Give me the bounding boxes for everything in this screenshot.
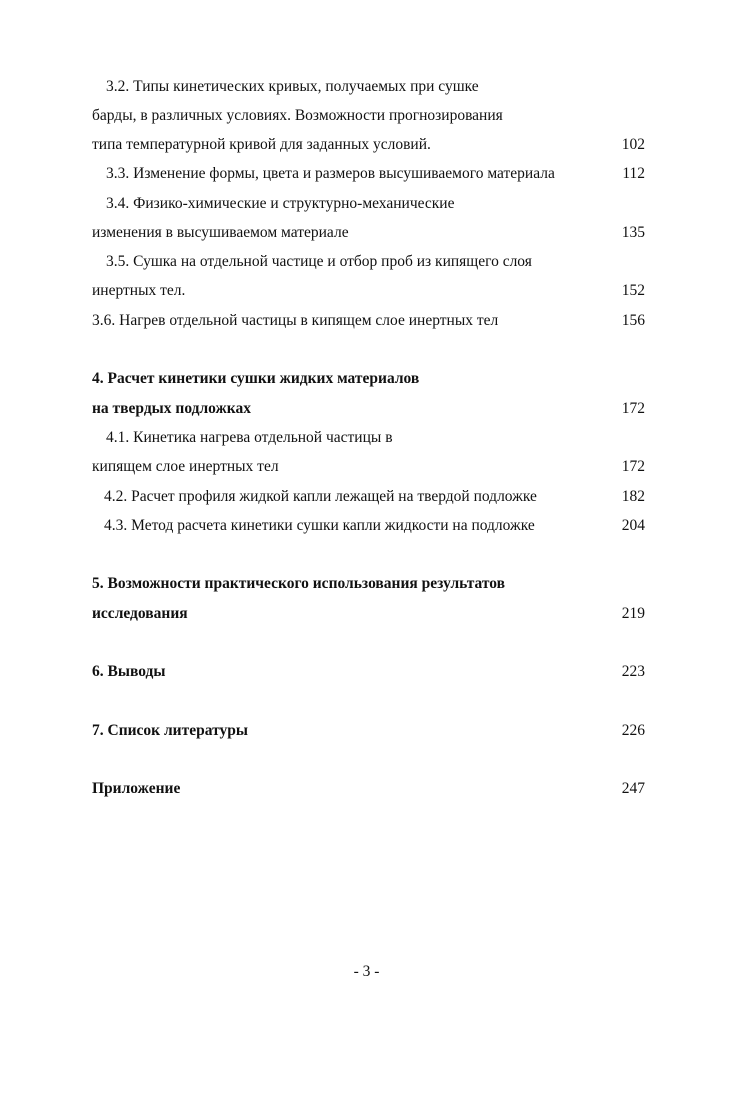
toc-chapter-5-line-2	[0, 603, 733, 625]
toc-chapter-title: 6. Выводы	[92, 663, 166, 680]
toc-chapter-title: 4. Расчет кинетики сушки жидких материалов	[92, 370, 420, 387]
toc-page-number: 247	[621, 780, 645, 797]
toc-entry-text: типа температурной кривой для заданных условий.	[92, 136, 431, 153]
toc-page-number: 112	[622, 165, 645, 182]
toc-page-number: 172	[621, 458, 645, 475]
toc-page-number: 219	[621, 605, 645, 622]
toc-entry-text: 4.3. Метод расчета кинетики сушки капли жидкости на подложке	[104, 517, 535, 534]
toc-entry-text: барды, в различных условиях. Возможности прогнозирования	[92, 107, 503, 124]
toc-appendix	[0, 778, 733, 800]
toc-entry-3-2-line-1	[0, 76, 733, 98]
toc-entry-3-5-line-1	[0, 251, 733, 273]
toc-page-number: 226	[621, 722, 645, 739]
toc-chapter-title: Приложение	[92, 780, 181, 797]
toc-entry-3-2-line-2	[0, 105, 733, 127]
toc-chapter-title: 5. Возможности практического использования результатов	[92, 575, 506, 592]
toc-entry-text: 3.4. Физико-химические и структурно-механические	[106, 195, 455, 212]
toc-entry-4-1-line-1	[0, 427, 733, 449]
toc-chapter-5-line-1	[0, 573, 733, 595]
toc-entry-text: 4.1. Кинетика нагрева отдельной частицы в	[106, 429, 393, 446]
toc-page-number: 223	[621, 663, 645, 680]
toc-entry-3-4-line-1	[0, 193, 733, 215]
toc-entry-text: 3.6. Нагрев отдельной частицы в кипящем слое инертных тел	[92, 312, 499, 329]
toc-entry-3-4-line-2	[0, 222, 733, 244]
toc-entry-3-3	[0, 163, 733, 185]
toc-entry-4-2	[0, 486, 733, 508]
toc-page-number: 135	[621, 224, 645, 241]
toc-chapter-6	[0, 661, 733, 683]
toc-entry-text: 3.5. Сушка на отдельной частице и отбор проб из кипящего слоя	[106, 253, 532, 270]
toc-entry-4-3	[0, 515, 733, 537]
toc-chapter-title: 7. Список литературы	[92, 722, 248, 739]
toc-entry-text: 4.2. Расчет профиля жидкой капли лежащей на твердой подложке	[104, 488, 537, 505]
toc-page-number: 156	[621, 312, 645, 329]
toc-page-number: 182	[621, 488, 645, 505]
toc-chapter-4-line-2	[0, 398, 733, 420]
toc-page-number: 204	[621, 517, 645, 534]
toc-entry-text: кипящем слое инертных тел	[92, 458, 279, 475]
toc-chapter-7	[0, 720, 733, 742]
toc-entry-4-1-line-2	[0, 456, 733, 478]
toc-entry-text: изменения в высушиваемом материале	[92, 224, 349, 241]
page-number-footer: - 3 -	[353, 963, 380, 980]
toc-entry-3-6	[0, 310, 733, 332]
toc-entry-text: инертных тел.	[92, 282, 186, 299]
toc-page-number: 172	[621, 400, 645, 417]
toc-chapter-4-line-1	[0, 368, 733, 390]
toc-entry-text: 3.3. Изменение формы, цвета и размеров высушиваемого материала	[106, 165, 555, 182]
toc-page-number: 102	[621, 136, 645, 153]
toc-entry-text: 3.2. Типы кинетических кривых, получаемых при сушке	[106, 78, 479, 95]
toc-entry-3-2-line-3	[0, 134, 733, 156]
toc-chapter-title: исследования	[92, 605, 188, 622]
toc-entry-3-5-line-2	[0, 280, 733, 302]
toc-page-number: 152	[621, 282, 645, 299]
toc-chapter-title: на твердых подложках	[92, 400, 251, 417]
